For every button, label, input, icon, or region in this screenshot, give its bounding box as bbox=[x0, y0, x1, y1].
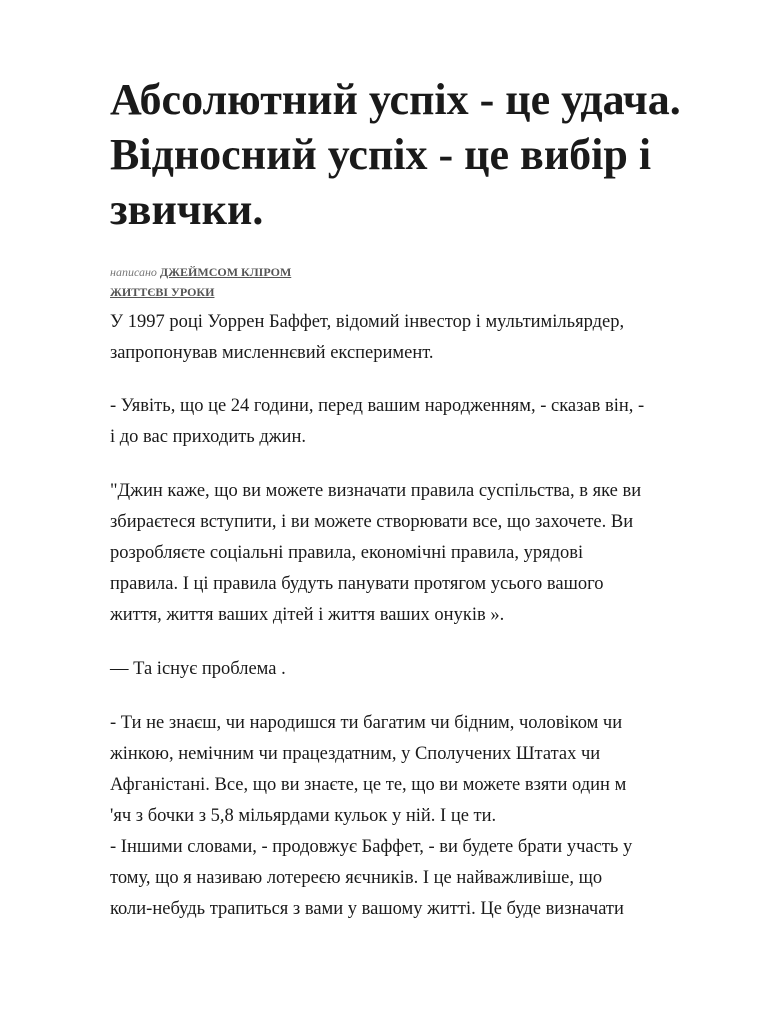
author-link[interactable]: ДЖЕЙМСОМ КЛІРОМ bbox=[159, 265, 292, 279]
body-line: 'яч з бочки з 5,8 мільярдами кульок у ній. І це ти. bbox=[110, 806, 497, 826]
category bbox=[110, 284, 214, 300]
body-line: - Ти не знаєш, чи народишся ти багатим чи бідним, чоловіком чи bbox=[110, 713, 623, 733]
body-line: правила. І ці правила будуть панувати протягом усього вашого bbox=[110, 574, 604, 594]
body-line: жінкою, немічним чи працездатним, у Сполучених Штатах чи bbox=[110, 744, 601, 764]
body-line: "Джин каже, що ви можете визначати правила суспільства, в яке ви bbox=[110, 481, 642, 501]
title-line: звички. bbox=[110, 185, 264, 234]
body-line: коли-небудь трапиться з вами у вашому житті. Це буде визначати bbox=[110, 899, 624, 919]
title-line: Відносний успіх - це вибір і bbox=[110, 130, 652, 179]
body-line: Афганістані. Все, що ви знаєте, це те, що ви можете взяти один м bbox=[110, 775, 627, 795]
body-line: тому, що я називаю лотереєю яєчників. І це найважливіше, що bbox=[110, 868, 603, 888]
byline-prefix: написано bbox=[110, 265, 157, 279]
body-line: У 1997 році Уоррен Баффет, відомий інвестор і мультимільярдер, bbox=[110, 312, 625, 332]
title-line: Абсолютний успіх - це удача. bbox=[110, 75, 681, 124]
byline bbox=[110, 264, 291, 280]
body-line: життя, життя ваших дітей і життя ваших онуків ». bbox=[110, 605, 505, 625]
article-title bbox=[110, 72, 720, 237]
body-line: запропонував мисленнєвий експеримент. bbox=[110, 343, 434, 363]
body-line: збираєтеся вступити, і ви можете створювати все, що захочете. Ви bbox=[110, 512, 634, 532]
body-line: розробляєте соціальні правила, економічні правила, урядові bbox=[110, 543, 584, 563]
body-line: - Уявіть, що це 24 години, перед вашим народженням, - сказав він, - bbox=[110, 396, 645, 416]
category-link[interactable]: ЖИТТЄВІ УРОКИ bbox=[110, 285, 215, 299]
body-line: і до вас приходить джин. bbox=[110, 427, 306, 447]
body-line: - Іншими словами, - продовжує Баффет, - ви будете брати участь у bbox=[110, 837, 633, 857]
body-line: — Та існує проблема . bbox=[110, 659, 286, 679]
